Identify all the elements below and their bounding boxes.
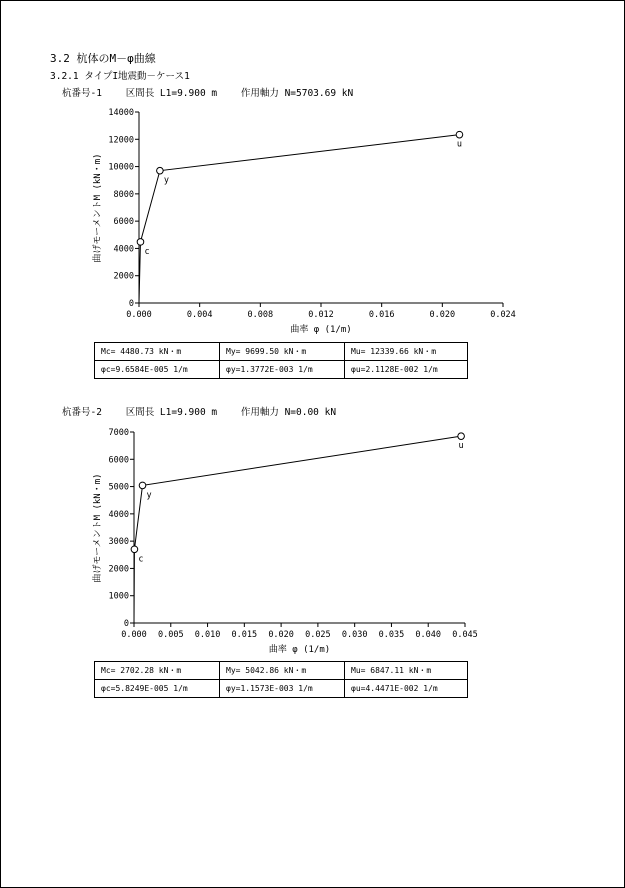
pile-2-label: 杭番号-2 bbox=[62, 407, 102, 418]
chart-2-point-u bbox=[458, 433, 465, 440]
chart-2-mc: Mc= 2702.28 kN・m bbox=[95, 662, 220, 680]
chart-2-x-tick-label: 0.040 bbox=[415, 630, 442, 640]
pile-2-interval: 区間長 L1=9.900 m bbox=[125, 407, 218, 418]
chart-1-point-u bbox=[456, 131, 463, 138]
chart-2-point-label-u: u bbox=[458, 441, 464, 452]
chart-2-y-tick-label: 1000 bbox=[108, 591, 129, 602]
chart-1-x-tick-label: 0.024 bbox=[490, 310, 516, 320]
pile-1-label: 杭番号-1 bbox=[62, 88, 102, 99]
chart-1-point-label-u: u bbox=[456, 139, 463, 150]
chart-1-y-tick-label: 0 bbox=[128, 299, 134, 309]
chart-1-phiy: φy=1.3772E-003 1/m bbox=[220, 361, 345, 379]
chart-2-y-axis-title: 曲げモーメントM (kN・m) bbox=[93, 473, 103, 583]
chart-2-x-tick-label: 0.020 bbox=[268, 630, 294, 640]
chart-2-point-label-c: c bbox=[138, 554, 144, 565]
chart-2-point-label-y: y bbox=[146, 490, 152, 501]
chart-1-x-axis-title: 曲率 φ (1/m) bbox=[290, 325, 352, 335]
chart-1-mphi bbox=[0, 100, 625, 345]
chart-2-y-tick-label: 2000 bbox=[108, 564, 129, 575]
chart-1-point-c bbox=[137, 239, 144, 246]
chart-2-x-tick-label: 0.000 bbox=[121, 630, 147, 640]
chart-1-x-tick-label: 0.012 bbox=[308, 310, 334, 320]
chart-1-x-tick-label: 0.008 bbox=[247, 310, 274, 320]
chart-2-series-line bbox=[134, 436, 461, 623]
chart-1-x-tick-label: 0.004 bbox=[186, 310, 213, 320]
chart-2-results-table bbox=[94, 661, 468, 698]
chart-2-y-tick-label: 0 bbox=[123, 619, 129, 629]
chart-1-results-table bbox=[94, 342, 468, 379]
chart-2-y-tick-label: 4000 bbox=[108, 509, 129, 520]
chart-2-y-tick-label: 6000 bbox=[108, 455, 129, 466]
chart-2-x-tick-label: 0.010 bbox=[194, 630, 221, 640]
chart-1-mc: Mc= 4480.73 kN・m bbox=[95, 343, 220, 361]
chart-2-phiy: φy=1.1573E-003 1/m bbox=[220, 680, 345, 698]
chart-1-x-tick-label: 0.000 bbox=[126, 310, 152, 320]
chart-1-x-tick-label: 0.020 bbox=[429, 310, 456, 320]
chart-2-y-tick-label: 3000 bbox=[108, 537, 129, 548]
chart-1-point-label-c: c bbox=[144, 246, 150, 257]
chart-2-x-tick-label: 0.005 bbox=[157, 630, 184, 640]
chart-2-y-tick-label: 7000 bbox=[108, 428, 129, 438]
chart-1-y-tick-label: 14000 bbox=[108, 108, 134, 118]
pile-2-info bbox=[62, 404, 354, 418]
pile-1-interval: 区間長 L1=9.900 m bbox=[125, 88, 218, 99]
chart-1-y-tick-label: 6000 bbox=[113, 217, 134, 228]
chart-2-phiu: φu=4.4471E-002 1/m bbox=[345, 680, 468, 698]
chart-1-y-tick-label: 2000 bbox=[113, 271, 134, 282]
chart-1-series-line bbox=[139, 135, 459, 303]
chart-1-y-axis-title: 曲げモーメントM (kN・m) bbox=[93, 153, 103, 263]
chart-2-x-tick-label: 0.035 bbox=[378, 630, 405, 640]
chart-2-x-tick-label: 0.045 bbox=[452, 630, 478, 640]
chart-1-phiu: φu=2.1128E-002 1/m bbox=[345, 361, 468, 379]
chart-2-x-tick-label: 0.015 bbox=[231, 630, 258, 640]
chart-1-x-tick-label: 0.016 bbox=[368, 310, 395, 320]
chart-1-y-tick-label: 8000 bbox=[113, 189, 134, 200]
chart-2-mu: Mu= 6847.11 kN・m bbox=[345, 662, 468, 680]
chart-2-x-tick-label: 0.030 bbox=[341, 630, 368, 640]
pile-1-info bbox=[62, 85, 371, 99]
chart-1-y-tick-label: 12000 bbox=[108, 135, 134, 146]
chart-2-point-y bbox=[139, 482, 146, 489]
chart-2-my: My= 5042.86 kN・m bbox=[220, 662, 345, 680]
chart-2-phic: φc=5.8249E-005 1/m bbox=[95, 680, 220, 698]
chart-1-mu: Mu= 12339.66 kN・m bbox=[345, 343, 468, 361]
chart-2-x-tick-label: 0.025 bbox=[305, 630, 331, 640]
section-title: 3.2 杭体のM－φ曲線 bbox=[50, 52, 156, 65]
chart-1-phic: φc=9.6584E-005 1/m bbox=[95, 361, 220, 379]
chart-2-y-tick-label: 5000 bbox=[108, 482, 129, 493]
pile-2-axial: 作用軸力 N=0.00 kN bbox=[240, 407, 337, 418]
chart-1-point-label-y: y bbox=[163, 175, 170, 186]
chart-2-x-axis-title: 曲率 φ (1/m) bbox=[268, 645, 331, 655]
chart-1-y-tick-label: 4000 bbox=[113, 244, 134, 255]
pile-1-axial: 作用軸力 N=5703.69 kN bbox=[240, 88, 354, 99]
chart-1-my: My= 9699.50 kN・m bbox=[220, 343, 345, 361]
subsection-title: 3.2.1 タイプI地震動－ケース1 bbox=[50, 71, 190, 82]
chart-2-point-c bbox=[131, 546, 138, 553]
chart-1-y-tick-label: 10000 bbox=[108, 162, 134, 173]
chart-2-mphi bbox=[0, 420, 625, 660]
chart-1-point-y bbox=[157, 167, 164, 174]
